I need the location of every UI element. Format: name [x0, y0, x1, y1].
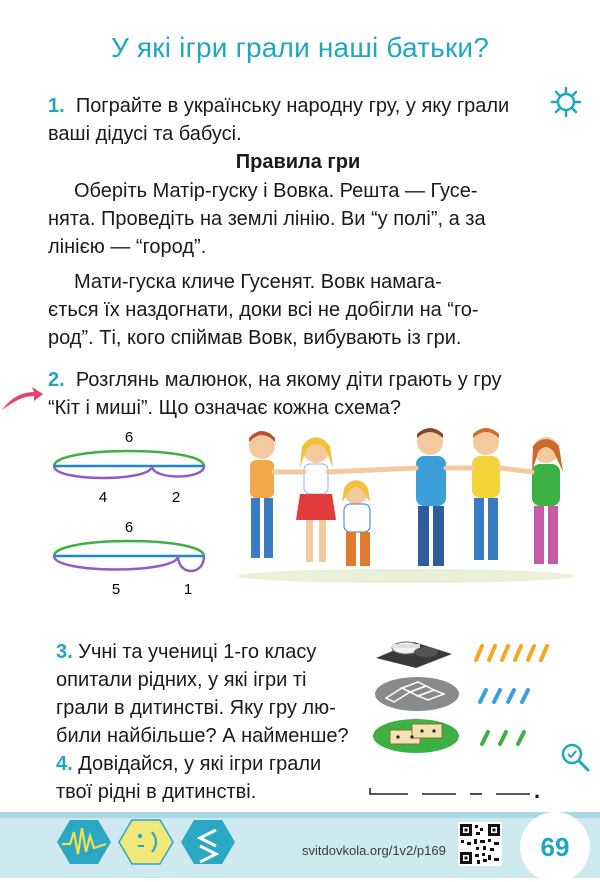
tally-checkers	[470, 640, 560, 664]
task1-number: 1.	[48, 95, 65, 117]
task3-line3: грали в дитинстві. Яку гру лю-	[56, 697, 336, 719]
rules-p2-line2: ється їх наздогнати, доки всі не добігли на “го-	[48, 299, 479, 321]
answer-end: .	[534, 778, 541, 803]
checkers-icon	[374, 634, 454, 668]
task4-line1: Довідайся, у які ігри грали	[78, 753, 322, 775]
answer-blanks[interactable]	[368, 780, 548, 800]
scheme1-top: 6	[124, 429, 134, 446]
page-number: 69	[540, 832, 570, 862]
smile-icon	[118, 818, 174, 866]
task3-number: 3.	[56, 641, 73, 663]
task4-line2: твої рідні в дитинстві.	[56, 781, 257, 803]
task2-instruction	[48, 366, 558, 422]
scheme1-right: 2	[171, 489, 181, 506]
scheme-2	[40, 514, 220, 604]
compare-icon	[180, 818, 236, 866]
task4-instruction	[56, 750, 366, 806]
children-playing-illustration	[234, 428, 578, 583]
magnifier-icon	[558, 740, 592, 774]
scheme2-right: 1	[183, 581, 193, 598]
rules-paragraph-2	[48, 268, 548, 352]
listen-icon	[56, 818, 112, 866]
rules-p2-line3: род”. Ті, кого спіймав Вовк, вибувають із гри.	[48, 327, 462, 349]
task2-line1: Розглянь малюнок, на якому діти грають у гру	[75, 369, 502, 391]
tally-dominoes	[470, 724, 560, 748]
task3-line2: опитали рідних, у які ігри ті	[56, 669, 307, 691]
rules-heading: Правила гри	[235, 151, 361, 173]
task3-instruction	[56, 638, 366, 750]
task1-line1: Пограйте в українську народну гру, у яку грали	[75, 95, 510, 117]
footer-url[interactable]: svitdovkola.org/1v2/p169	[302, 843, 446, 858]
task4-number: 4.	[56, 753, 73, 775]
pointer-arrow-icon	[0, 386, 44, 412]
rules-p1-line2: нята. Проведіть на землі лінію. Ви “у полі”, а за	[48, 208, 486, 230]
hopscotch-icon	[374, 676, 460, 712]
page-title: У які ігри грали наші батьки?	[110, 32, 490, 63]
qr-code-icon[interactable]	[458, 822, 502, 866]
rules-p1-line1: Оберіть Матір-гуску і Вовка. Решта — Гусе-	[74, 180, 478, 202]
task3-line1: Учні та учениці 1-го класу	[78, 641, 317, 663]
task1-instruction	[48, 92, 548, 148]
dominoes-icon	[372, 718, 460, 754]
tally-hopscotch	[470, 682, 560, 706]
task2-number: 2.	[48, 369, 65, 391]
scheme1-left: 4	[98, 489, 108, 506]
scheme2-top: 6	[124, 519, 134, 536]
task3-line4: били найбільше? А найменше?	[56, 725, 349, 747]
scheme-1	[40, 424, 220, 514]
scheme2-left: 5	[111, 581, 121, 598]
task1-line2: ваші дідусі та бабусі.	[48, 123, 242, 145]
puzzle-gear-icon	[548, 84, 584, 120]
rules-p1-line3: лінією — “город”.	[48, 236, 207, 258]
rules-p2-line1: Мати-гуска кличе Гусенят. Вовк намага-	[74, 271, 442, 293]
rules-paragraph-1	[48, 177, 548, 261]
task2-line2: “Кіт і миші”. Що означає кожна схема?	[48, 397, 402, 419]
